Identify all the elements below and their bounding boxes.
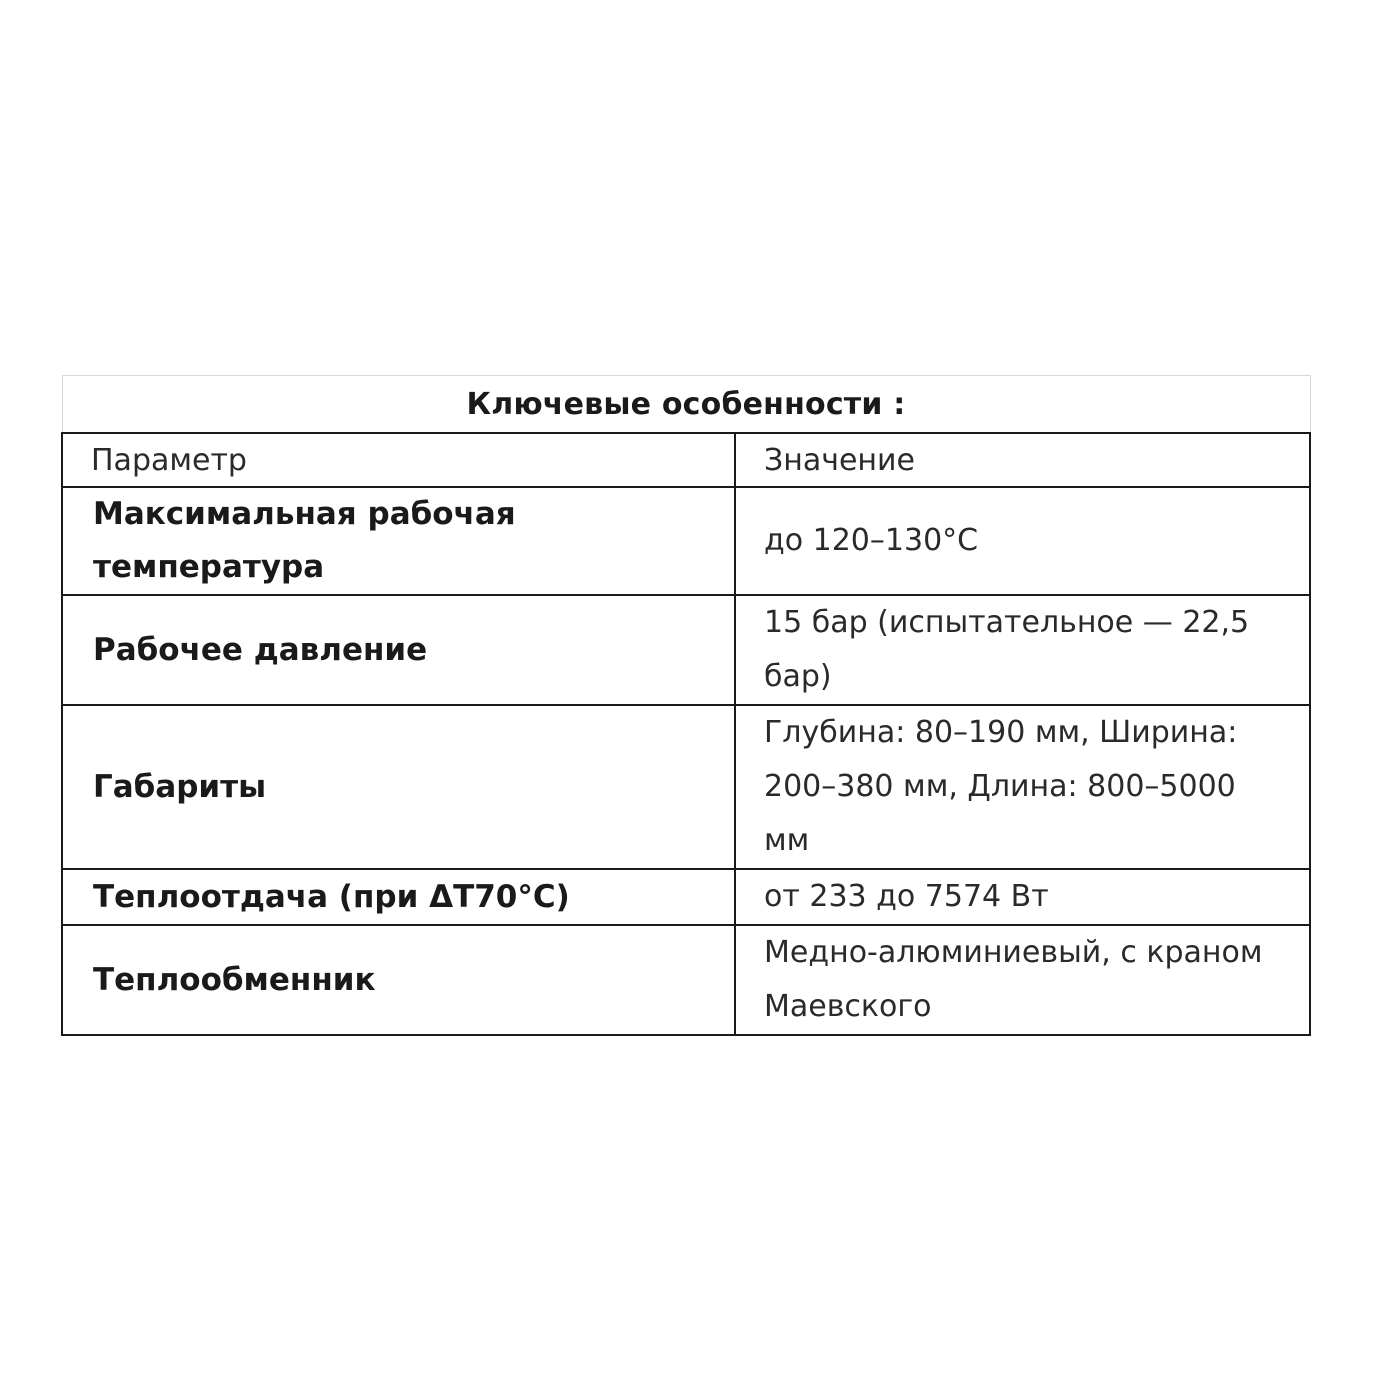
table-header-row (62, 433, 1310, 487)
table-title-row (62, 376, 1310, 434)
value-cell: от 233 до 7574 Вт (735, 869, 1310, 925)
value-cell: до 120–130°C (735, 487, 1310, 595)
column-header-value: Значение (735, 433, 1310, 487)
parameter-cell: Теплообменник (62, 925, 735, 1035)
parameter-cell: Рабочее давление (62, 595, 735, 705)
parameter-cell: Максимальная рабочая температура (62, 487, 735, 595)
value-cell: 15 бар (испытательное — 22,5 бар) (735, 595, 1310, 705)
table-row (62, 705, 1310, 869)
table-row (62, 487, 1310, 595)
table-row (62, 925, 1310, 1035)
column-header-parameter: Параметр (62, 433, 735, 487)
table-row (62, 595, 1310, 705)
table-row (62, 869, 1310, 925)
specs-table (61, 375, 1311, 1036)
value-cell: Глубина: 80–190 мм, Ширина: 200–380 мм, Длина: 800–5000 мм (735, 705, 1310, 869)
parameter-cell: Теплоотдача (при ΔT70°C) (62, 869, 735, 925)
table-title: Ключевые особенности : (62, 376, 1310, 434)
value-cell: Медно-алюминиевый, с краном Маевского (735, 925, 1310, 1035)
parameter-cell: Габариты (62, 705, 735, 869)
